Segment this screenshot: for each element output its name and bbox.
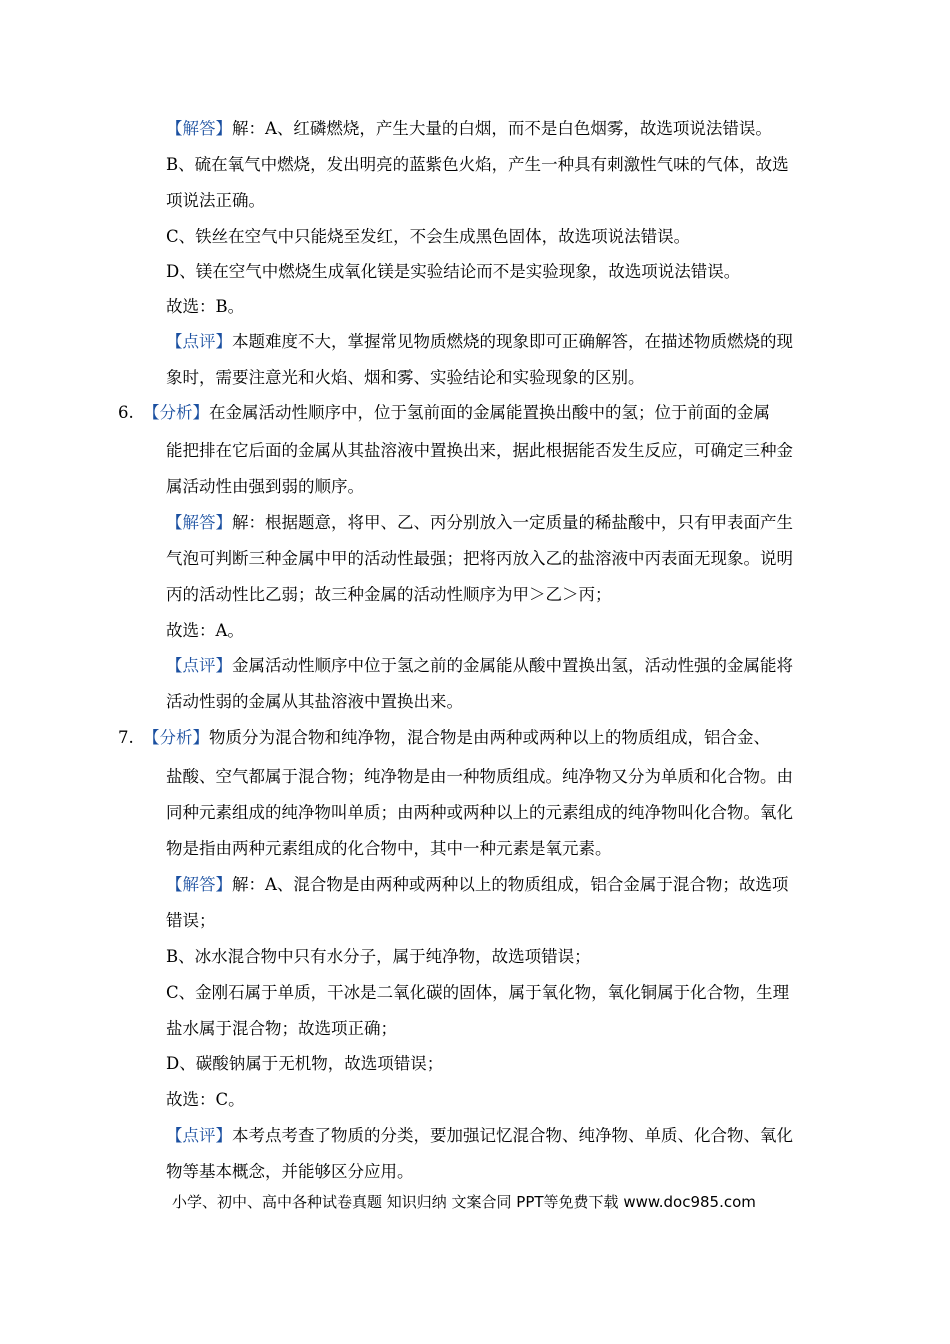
q5-line: 象时，需要注意光和火焰、烟和雾、实验结论和实验现象的区别。 (166, 368, 645, 387)
q6-line: 气泡可判断三种金属中甲的活动性最强；把将丙放入乙的盐溶液中丙表面无现象。说明 (166, 549, 793, 568)
question-number: 7. (118, 728, 134, 747)
q5-line: D、镁在空气中燃烧生成氧化镁是实验结论而不是实验现象，故选项说法错误。 (166, 262, 741, 281)
analysis-tag: 【分析】 (143, 728, 209, 747)
q7-line: B、冰水混合物中只有水分子，属于纯净物，故选项错误； (166, 947, 591, 966)
q7-line: 错误； (166, 911, 216, 930)
q6-line: 丙的活动性比乙弱；故三种金属的活动性顺序为甲＞乙＞丙； (166, 585, 612, 604)
q6-line: 能把排在它后面的金属从其盐溶液中置换出来，据此根据能否发生反应，可确定三种金 (166, 441, 793, 460)
answer-tag: 【解答】 (166, 513, 232, 532)
q7-line: 盐酸、空气都属于混合物；纯净物是由一种物质组成。纯净物又分为单质和化合物。由 (166, 767, 793, 786)
q7-line: C、金刚石属于单质，干冰是二氧化碳的固体，属于氧化物，氧化铜属于化合物，生理 (166, 983, 790, 1002)
q7-analysis-line: 【分析】物质分为混合物和纯净物，混合物是由两种或两种以上的物质组成，铝合金、 (143, 728, 770, 747)
question-number: 6. (118, 403, 134, 422)
q7-line: 物是指由两种元素组成的化合物中，其中一种元素是氧元素。 (166, 839, 612, 858)
q7-answer-line: 【解答】解：A、混合物是由两种或两种以上的物质组成，铝合金属于混合物；故选项 (166, 875, 789, 894)
q6-answer-line: 【解答】解：根据题意，将甲、乙、丙分别放入一定质量的稀盐酸中，只有甲表面产生 (166, 513, 793, 532)
answer-tag: 【解答】 (166, 875, 232, 894)
q5-line: 项说法正确。 (166, 191, 265, 210)
q5-answer-line: 【解答】解：A、红磷燃烧，产生大量的白烟，而不是白色烟雾，故选项说法错误。 (166, 119, 772, 138)
q6-analysis-line: 【分析】在金属活动性顺序中，位于氢前面的金属能置换出酸中的氢；位于前面的金属 (143, 403, 770, 422)
q7-line: D、碳酸钠属于无机物，故选项错误； (166, 1054, 444, 1073)
comment-tag: 【点评】 (166, 1126, 232, 1145)
analysis-tag: 【分析】 (143, 403, 209, 422)
q7-comment-line: 【点评】本考点考查了物质的分类，要加强记忆混合物、纯净物、单质、化合物、氧化 (166, 1126, 793, 1145)
page-footer: 小学、初中、高中各种试卷真题 知识归纳 文案合同 PPT等免费下载 www.doc985.com (172, 1193, 756, 1211)
q7-line: 同种元素组成的纯净物叫单质；由两种或两种以上的元素组成的纯净物叫化合物。氧化 (166, 803, 793, 822)
q6-line: 故选：A。 (166, 621, 244, 640)
q5-line: 故选：B。 (166, 297, 245, 316)
q7-line: 盐水属于混合物；故选项正确； (166, 1019, 397, 1038)
q6-line: 属活动性由强到弱的顺序。 (166, 477, 364, 496)
comment-tag: 【点评】 (166, 332, 232, 351)
answer-tag: 【解答】 (166, 119, 232, 138)
q5-comment-line: 【点评】本题难度不大，掌握常见物质燃烧的现象即可正确解答，在描述物质燃烧的现 (166, 332, 793, 351)
q7-line: 故选：C。 (166, 1090, 245, 1109)
q5-line: C、铁丝在空气中只能烧至发红，不会生成黑色固体，故选项说法错误。 (166, 227, 691, 246)
q7-line: 物等基本概念，并能够区分应用。 (166, 1162, 414, 1181)
q5-line: B、硫在氧气中燃烧，发出明亮的蓝紫色火焰，产生一种具有刺激性气味的气体，故选 (166, 155, 789, 174)
q6-line: 活动性弱的金属从其盐溶液中置换出来。 (166, 692, 463, 711)
comment-tag: 【点评】 (166, 656, 232, 675)
q6-comment-line: 【点评】金属活动性顺序中位于氢之前的金属能从酸中置换出氢，活动性强的金属能将 (166, 656, 793, 675)
